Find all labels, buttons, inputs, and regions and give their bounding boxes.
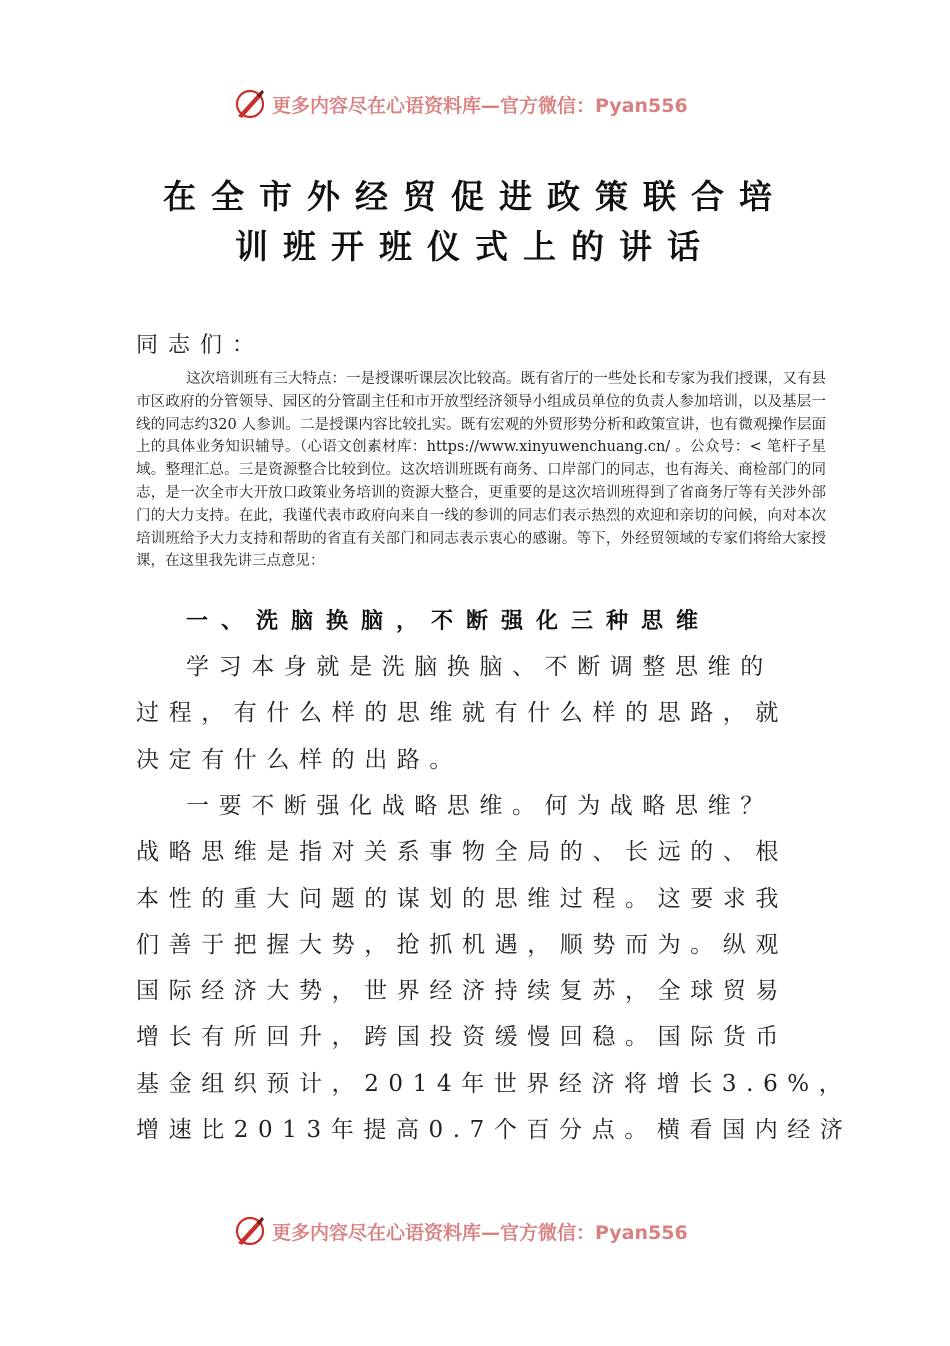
pen-icon [232,86,268,122]
section-heading-1: 一、洗脑换脑，不断强化三种思维 [186,609,712,634]
intro-paragraph: 这次培训班有三大特点：一是授课听课层次比较高。既有省厅的一些处长和专家为我们授课，又有县市区政府的分管领导、园区的分管副主任和市开放型经济领导小组成员单位的负责人参加培训，以及基层一线的同志约320 人参训。二是授课内容比较扎实。既有宏观的外贸形势分析和政策宣讲，也有微观操作层面上的具体业务知识辅导。（心语文创素材库：https://www.xinyuwenchuang.cn/ 。公众号：< 笔杆子星域。整理汇总。三是资源整合比较到位。这次培训班既有商务、口岸部门的同志，也有海关、商检部门的同志，是一次全市大开放口政策业务培训的资源大整合，更重要的是这次培训班得到了省商务厅等有关涉外部门的大力支持。在此，我谨代表市政府向来自一线的参训的同志们表示热烈的欢迎和亲切的问候，向对本次培训班给予大力支持和帮助的省直有关部门和同志表示衷心的感谢。等下，外经贸领域的专家们将给大家授课，在这里我先讲三点意见： [136,371,826,570]
paragraph-line: 们善于把握大势，抢抓机遇，顺势而为。纵观 [136,931,788,958]
pen-icon [232,1213,268,1249]
paragraph-line: 一要不断强化战略思维。何为战略思维？ [186,793,773,819]
paragraph-line: 过程，有什么样的思维就有什么样的思路，就 [136,700,788,727]
title-line-2: 训班开班仪式上的讲话 [235,227,715,266]
document-title [120,172,830,272]
body-paragraph-2 [136,783,853,1153]
salutation: 同志们： [136,333,265,358]
watermark-footer [232,1211,688,1251]
watermark-text: 更多内容尽在心语资料库—官方微信：Pyan556 [272,94,688,117]
paragraph-line: 学习本身就是洗脑换脑、不断调整思维的 [186,654,773,680]
title-line-1: 在全市外经贸促进政策联合培 [163,177,787,216]
watermark-header [232,84,688,124]
paragraph-line: 本性的重大问题的谋划的思维过程。这要求我 [136,885,788,912]
paragraph-line: 战略思维是指对关系事物全局的、长远的、根 [136,839,788,866]
paragraph-line: 增长有所回升，跨国投资缓慢回稳。国际货币 [136,1024,788,1051]
paragraph-line: 国际经济大势，世界经济持续复苏，全球贸易 [136,978,788,1005]
paragraph-line: 基金组织预计，2014年世界经济将增长3.6%， [136,1070,852,1097]
watermark-text: 更多内容尽在心语资料库—官方微信：Pyan556 [272,1221,688,1244]
paragraph-line: 决定有什么样的出路。 [136,746,462,773]
body-paragraph-1 [136,644,816,783]
paragraph-line: 增速比2013年提高0.7个百分点。横看国内经济 [136,1117,853,1144]
